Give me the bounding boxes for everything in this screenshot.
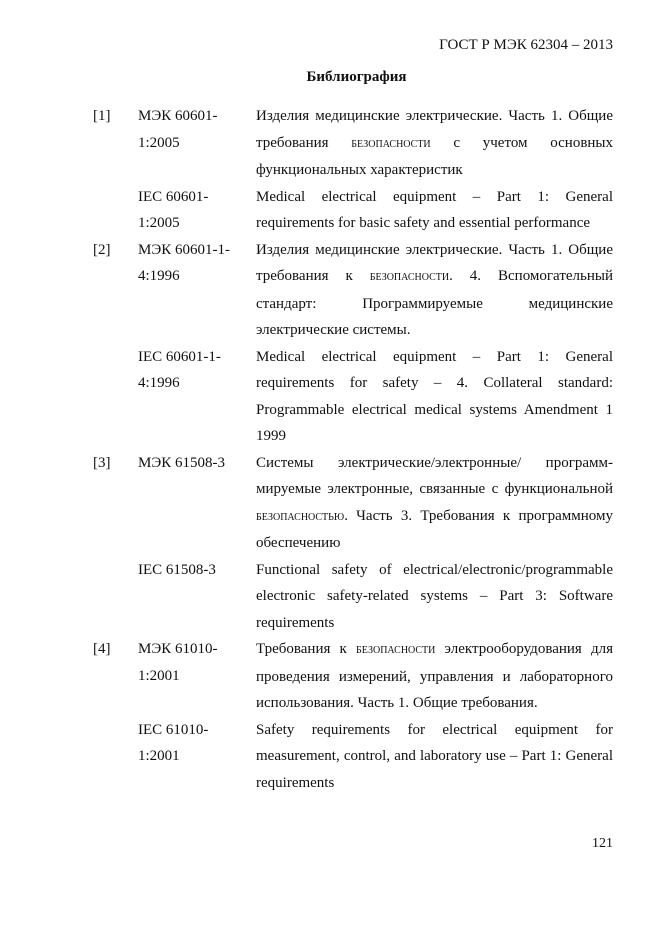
entry-code: IEC 61010-1:2001 — [138, 721, 209, 764]
entry-description: Functional safety of electrical/electronic/programmable electronic safety-related systems – Part 3: Software requirements — [256, 561, 613, 631]
entry-description: Системы электрические/электронные/ программ-мируемые электронные, связанные с функциональной безопасностью. Часть 3. Требования к программному обеспечению — [256, 454, 613, 551]
entry-code: IEC 60601-1:2005 — [138, 188, 209, 231]
entry-english-ref — [0, 717, 661, 797]
entry-description: Требования к безопасности электрооборудования для проведения измерений, управления и лабораторного использования. Часть 1. Общие требования. — [256, 641, 613, 711]
entry-description: Medical electrical equipment – Part 1: General requirements for safety – 4. Collateral standard: Programmable electrical medical systems Amendment 1 1999 — [256, 348, 613, 444]
entry-description: Safety requirements for electrical equipment for measurement, control, and laboratory use – Part 1: General requirements — [256, 721, 613, 791]
entry-number: [1] — [93, 108, 111, 124]
entry-code: IEC 60601-1-4:1996 — [138, 348, 221, 391]
entry-russian-ref — [0, 103, 661, 184]
bibliography-entry — [0, 237, 661, 450]
entry-english-ref — [0, 557, 661, 637]
entry-english-ref — [0, 344, 661, 450]
bibliography-entry — [0, 103, 661, 237]
entry-english-ref — [0, 184, 661, 237]
entry-number: [4] — [93, 641, 111, 657]
entry-code: МЭК 61010-1:2001 — [138, 641, 218, 684]
bibliography-title: Библиография — [306, 69, 407, 85]
entry-code: МЭК 60601-1:2005 — [138, 108, 218, 151]
document-standard-header: ГОСТ Р МЭК 62304 – 2013 — [439, 37, 613, 53]
entry-description: Изделия медицинские электрические. Часть 1. Общие требования к безопасности. 4. Вспомогательный стандарт: Программируемые медицинские электрические системы. — [256, 241, 613, 338]
entry-description: Medical electrical equipment – Part 1: General requirements for basic safety and essential performance — [256, 188, 613, 231]
entry-number: [2] — [93, 241, 111, 258]
entry-russian-ref — [0, 450, 661, 557]
bibliography-entry — [0, 450, 661, 637]
entry-russian-ref — [0, 636, 661, 717]
entry-number: [3] — [93, 454, 111, 471]
entry-code: IEC 61508-3 — [138, 561, 216, 578]
bibliography-entry — [0, 636, 661, 796]
entry-code: МЭК 60601-1-4:1996 — [138, 241, 230, 284]
entry-russian-ref — [0, 237, 661, 344]
bibliography-list — [0, 103, 661, 796]
entry-description: Изделия медицинские электрические. Часть 1. Общие требования безопасности с учетом основных функциональных характеристик — [256, 108, 614, 178]
page-number: 121 — [592, 836, 613, 851]
entry-code: МЭК 61508-3 — [138, 454, 225, 471]
